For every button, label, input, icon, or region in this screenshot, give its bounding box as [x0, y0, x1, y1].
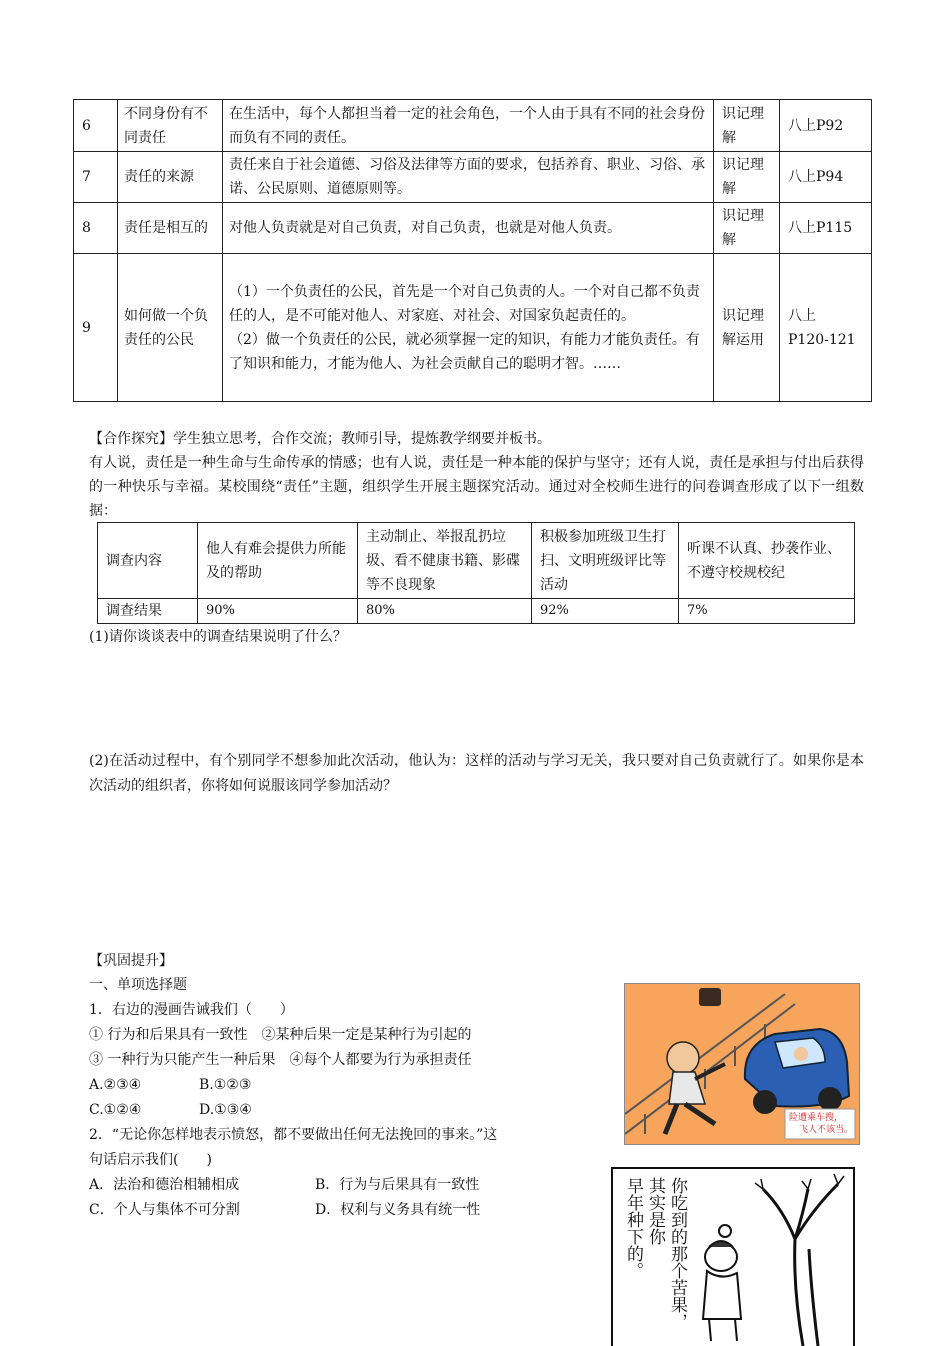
- survey-result: 90%: [198, 599, 358, 624]
- row-ref: [780, 254, 872, 402]
- survey-item: 他人有难会提供力所能及的帮助: [198, 523, 358, 599]
- option-c: C.①②④: [89, 1102, 142, 1118]
- table-row: [98, 599, 855, 624]
- survey-header-label: 调查内容: [98, 523, 198, 599]
- table-row: [74, 203, 872, 254]
- cartoon-text-col: 你吃到的那个苦果，: [667, 1177, 687, 1330]
- option-a: A.②③④: [89, 1077, 142, 1093]
- option-c: C．个人与集体不可分割: [89, 1202, 240, 1218]
- mc-q1-stem: 1．右边的漫画告诫我们（ ）: [89, 1002, 294, 1018]
- option-d: D．权利与义务具有统一性: [315, 1202, 481, 1218]
- option-d: D.①③④: [199, 1102, 252, 1118]
- consolidate-heading: 【巩固提升】: [89, 953, 173, 969]
- survey-result: 80%: [358, 599, 532, 624]
- row-level: 识记理解: [714, 203, 780, 254]
- cartoon-text-col: 早年种下的。: [623, 1177, 643, 1279]
- row-level: 识记理解运用: [714, 254, 780, 402]
- caption-line: 险遭乘车搜，: [789, 1113, 844, 1123]
- question-1: (1)请你谈谈表中的调查结果说明了什么？: [89, 629, 347, 645]
- survey-item: 积极参加班级卫生打扫、文明班级评比等活动: [532, 523, 679, 599]
- section-title: 一、单项选择题: [89, 977, 187, 993]
- survey-item: 听课不认真、抄袭作业、不遵守校规校纪: [679, 523, 855, 599]
- option-b: B．行为与后果具有一致性: [315, 1177, 480, 1193]
- survey-result: 7%: [679, 599, 855, 624]
- row-ref: 八上P94: [780, 152, 872, 203]
- row-ref: 八上P92: [780, 100, 872, 152]
- mc-q2-stem: 句话启示我们( ): [89, 1152, 212, 1168]
- table-row: [74, 254, 872, 402]
- cartoon-car-accident: [624, 983, 860, 1145]
- survey-result: 92%: [532, 599, 679, 624]
- row-content: 责任来自于社会道德、习俗及法律等方面的要求，包括养育、职业、习俗、承诺、公民原则、道德原则等。: [223, 152, 714, 203]
- mc-q1-options: [89, 1098, 497, 1123]
- table-row: [74, 100, 872, 152]
- ref-line: 八上: [788, 307, 816, 324]
- question-2: (2)在活动过程中，有个别同学不想参加此次活动，他认为：这样的活动与学习无关，我只要对自己负责就行了。如果你是本次活动的组织者，你将如何说服该同学参加活动？: [89, 753, 864, 794]
- ref-line: P120-121: [788, 331, 856, 348]
- row-topic: 不同身份有不同责任: [118, 100, 223, 152]
- mc-q1-statement: ① 行为和后果具有一致性 ②某种后果一定是某种行为引起的: [89, 1027, 472, 1043]
- row-topic: 责任的来源: [118, 152, 223, 203]
- row-ref: 八上P115: [780, 203, 872, 254]
- mc-q1-statement: ③ 一种行为只能产生一种后果 ④每个人都要为行为承担责任: [89, 1052, 472, 1068]
- cartoon-text-col: 其实是你: [645, 1177, 665, 1245]
- survey-item: 主动制止、举报乱扔垃圾、看不健康书籍、影碟等不良现象: [358, 523, 532, 599]
- cartoon-caption: [789, 1112, 853, 1136]
- coop-heading: 【合作探究】: [89, 431, 173, 447]
- row-content: 在生活中，每个人都担当着一定的社会角色，一个人由于具有不同的社会身份而负有不同的责任。: [223, 100, 714, 152]
- cartoon-tree-illustration: [613, 1169, 853, 1346]
- knowledge-table: [73, 99, 872, 402]
- row-number: 9: [74, 254, 118, 402]
- coop-instruction: 学生独立思考，合作交流；教师引导，提炼教学纲要并板书。: [173, 431, 551, 447]
- row-topic: 如何做一个负责任的公民: [118, 254, 223, 402]
- row-level: 识记理解: [714, 100, 780, 152]
- row-number: 6: [74, 100, 118, 152]
- row-content: [223, 254, 714, 402]
- mc-q2-stem: 2．“无论你怎样地表示愤怒，都不要做出任何无法挽回的事来。”这: [89, 1127, 498, 1143]
- option-b: B.①②③: [199, 1077, 252, 1093]
- coop-section: [89, 427, 869, 451]
- option-a: A．法治和德治相辅相成: [89, 1177, 240, 1193]
- row-number: 8: [74, 203, 118, 254]
- content-paragraph: （2）做一个负责任的公民，就必须掌握一定的知识，有能力才能负责任。有了知识和能力，才能为他人、为社会贡献自己的聪明才智。……: [229, 331, 700, 372]
- consolidate-section: [89, 949, 497, 1223]
- content-paragraph: （1）一个负责任的公民，首先是一个对自己负责的人。一个对自己都不负责任的人，是不可能对他人、对家庭、对社会、对国家负起责任的。: [229, 283, 700, 324]
- table-row: [98, 523, 855, 599]
- mc-q1-options: [89, 1073, 497, 1098]
- row-number: 7: [74, 152, 118, 203]
- survey-result-label: 调查结果: [98, 599, 198, 624]
- row-content: 对他人负责就是对自己负责，对自己负责，也就是对他人负责。: [223, 203, 714, 254]
- row-level: 识记理解: [714, 152, 780, 203]
- survey-intro: 有人说，责任是一种生命与生命传承的情感；也有人说，责任是一种本能的保护与坚守；还有人说，责任是承担与付出后获得的一种快乐与幸福。某校围绕“责任”主题，组织学生开展主题探究活动。通过对全校师生进行的问卷调查形成了以下一组数据：: [89, 455, 864, 519]
- survey-table: [97, 522, 855, 624]
- mc-q2-options: [89, 1173, 497, 1198]
- mc-q2-options: [89, 1198, 497, 1223]
- cartoon-bitter-fruit: [611, 1167, 855, 1346]
- caption-line: 飞人不该当。: [799, 1125, 854, 1135]
- row-topic: 责任是相互的: [118, 203, 223, 254]
- table-row: [74, 152, 872, 203]
